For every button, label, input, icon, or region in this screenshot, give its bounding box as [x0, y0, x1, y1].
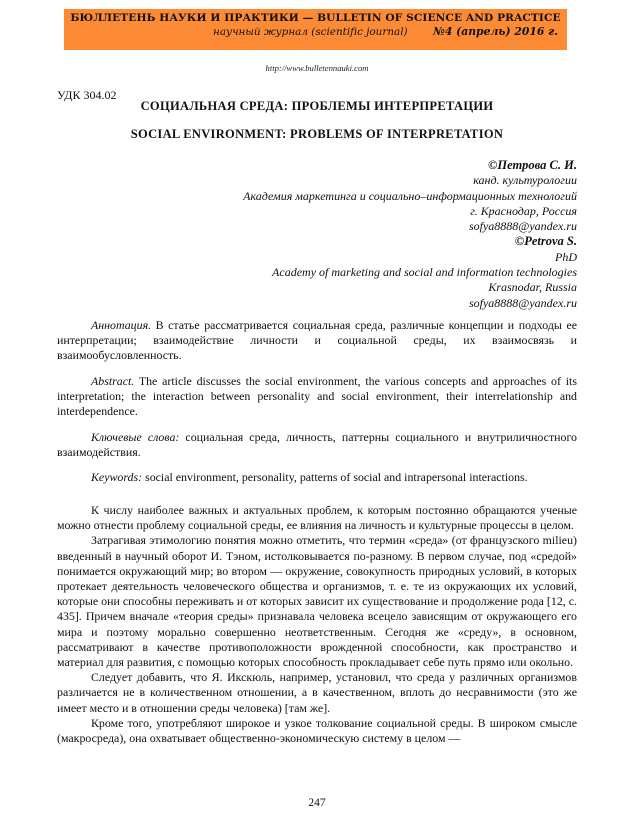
author-email-ru[interactable]: sofya8888@yandex.ru [468, 219, 577, 234]
keywords-en [57, 470, 577, 485]
author-affiliation-en: Academy of marketing and social and information technologies [272, 265, 577, 280]
author-location-en: Krasnodar, Russia [488, 280, 577, 295]
keywords-en-label: Keywords: [91, 470, 143, 484]
author-affiliation-ru: Академия маркетинга и социально–информационных технологий [243, 188, 577, 203]
keywords-en-text: social environment, personality, patterns of social and intrapersonal interactions. [142, 470, 528, 484]
body-paragraph: Кроме того, употребляют широкое и узкое толкование социальной среды. В широком смысле (макросреда), она охватывает общественно-экономическую систему в целом — [57, 715, 577, 746]
author-block [243, 158, 577, 311]
body-paragraph: К числу наиболее важных и актуальных проблем, к которым постоянно обращаются ученые можно отнести проблему социальной среды, ее влияния на личность и культурные процессы в целом. [57, 503, 577, 533]
author-name-ru: ©Петрова С. И. [488, 158, 577, 172]
annotation-ru [57, 318, 577, 364]
journal-subtitle: научный журнал (scientific journal) [213, 26, 408, 38]
udk-code: УДК 304.02 [57, 88, 117, 102]
body-paragraph: Затрагивая этимологию понятия можно отметить, что термин «среда» (от французского milieu) введенный в научный оборот И. Тэном, истолковывается по-разному. В первом случае, под «средой» понимается окружающий мир; во втором — окружение, совокупность природных условий, в которых протекает деятельность человеческого общества и организмов, т. е. те из окружающих их условий, которые они способны переживать и от которых зависит их существование и продолжение рода [12, с. 435]. Причем вначале «теория среды» признавала человека всецело зависящим от окружающего его мира и поэтому морально совершенно неответственным. Сегодня же «среду», в основном, рассматривают в качестве противоположности врожденной способности, как пространство и материал для развития, с помощью которых способность прокладывает себе путь прямо или окольно. [57, 533, 577, 670]
article-body [57, 503, 577, 746]
annotation-label: Аннотация. [91, 318, 152, 332]
keywords-ru [57, 430, 577, 460]
author-degree-en: PhD [555, 249, 577, 264]
author-email-en[interactable]: sofya8888@yandex.ru [468, 295, 577, 310]
annotation-text: В статье рассматривается социальная среда, различные концепции и подходы ее интерпретации; взаимодействие личности и социальной среды, их взаимосвязь и взаимообусловленность. [57, 318, 577, 363]
keywords-ru-label: Ключевые слова: [91, 430, 180, 444]
author-location-ru: г. Краснодар, Россия [470, 203, 577, 218]
body-paragraph: Следует добавить, что Я. Икскюль, например, установил, что среда у различных организмов различается не в количественном отношении, а в качественном, вплоть до несравнимости (это же имеет место и в отношении среды человека) [там же]. [57, 670, 577, 715]
abstract-en [57, 374, 577, 420]
journal-url[interactable]: http://www.bulletennauki.com [265, 63, 369, 73]
abstract-text: The article discusses the social environment, the various concepts and approaches of its interpretation; the interaction between personality and social environment, their interrelationship and interdependence. [57, 374, 577, 419]
author-degree-ru: канд. культурологии [473, 173, 577, 188]
article-title-en: SOCIAL ENVIRONMENT: PROBLEMS OF INTERPRETATION [130, 127, 504, 141]
article-title-ru: СОЦИАЛЬНАЯ СРЕДА: ПРОБЛЕМЫ ИНТЕРПРЕТАЦИИ [140, 99, 494, 113]
journal-title: БЮЛЛЕТЕНЬ НАУКИ И ПРАКТИКИ — BULLETIN OF SCIENCE AND PRACTICE [70, 12, 561, 24]
abstract-label: Abstract. [91, 374, 135, 388]
issue-label: №4 (апрель) 2016 г. [433, 25, 558, 38]
keywords-ru-text: социальная среда, личность, паттерны социального и внутриличностного взаимодействия. [57, 430, 577, 460]
author-name-en: ©Petrova S. [514, 234, 577, 249]
page-number: 247 [308, 797, 326, 809]
journal-banner [64, 9, 567, 50]
